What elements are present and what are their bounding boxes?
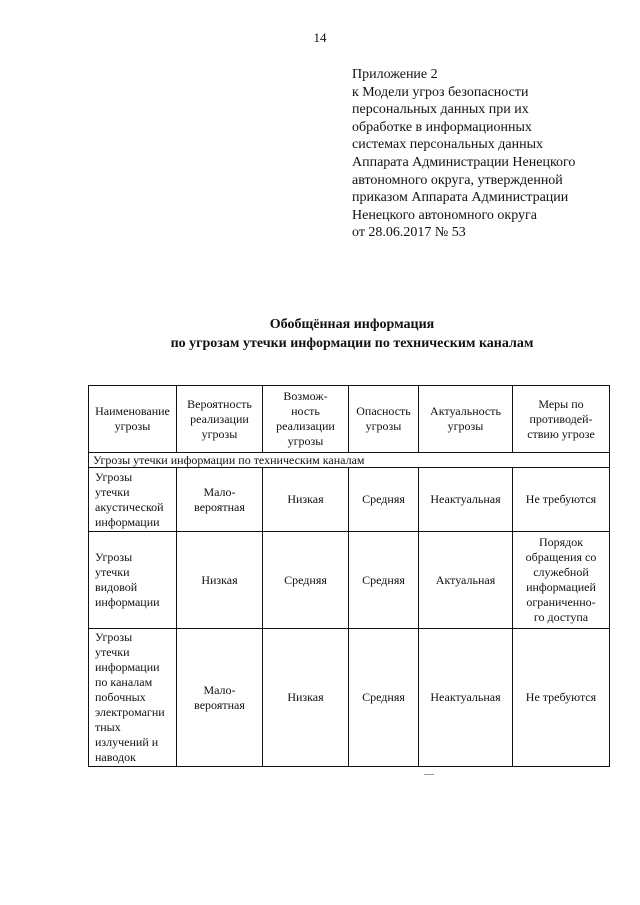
cell-line: утечки <box>95 565 130 579</box>
appendix-line: к Модели угроз безопасности <box>352 84 529 100</box>
cell-line: наводок <box>95 750 136 764</box>
cell-line: угрозы <box>287 434 324 448</box>
threat-probability <box>177 629 263 767</box>
header-danger <box>349 386 419 453</box>
cell-line: вероятная <box>194 499 245 514</box>
cell-line: Угрозы <box>95 550 133 564</box>
cell-line: го доступа <box>533 610 589 624</box>
cell-line: Не требуются <box>525 690 597 704</box>
cell-line: Меры по <box>538 396 584 411</box>
cell-line: Актуальность <box>430 404 501 418</box>
cell-line: Мало- <box>203 484 236 499</box>
title-line: по угрозам утечки информации по техническим каналам <box>170 336 534 351</box>
appendix-block <box>352 66 575 242</box>
appendix-line: Приложение 2 <box>352 67 438 82</box>
page-number: 14 <box>313 30 327 45</box>
section-label: Угрозы утечки информации по техническим каналам <box>89 453 610 468</box>
threat-danger: Средняя <box>349 629 419 767</box>
cell-line: угрозы <box>114 419 151 433</box>
table-header-row <box>89 386 610 453</box>
cell-line: Низкая <box>201 572 238 587</box>
threat-danger: Средняя <box>349 532 419 629</box>
appendix-line: от 28.06.2017 № 53 <box>352 225 466 241</box>
appendix-line: обработке в информационных <box>352 119 532 135</box>
threat-name <box>89 629 177 767</box>
threat-name <box>89 532 177 629</box>
threat-name <box>89 468 177 532</box>
cell-line: Вероятность <box>187 396 252 411</box>
cell-line: по каналам <box>95 675 153 689</box>
cell-line: Угрозы <box>95 469 133 484</box>
threat-relevance: Актуальная <box>419 532 513 629</box>
scan-mark <box>424 774 434 775</box>
appendix-line: системах персональных данных <box>352 137 543 153</box>
appendix-line: Ненецкого автономного округа <box>352 207 537 223</box>
cell-line: Порядок <box>538 535 584 549</box>
title-line: Обобщённая информация <box>269 317 435 332</box>
cell-line: ность <box>291 404 320 418</box>
header-name <box>89 386 177 453</box>
cell-line: электромагни <box>95 705 165 719</box>
cell-line: реализации <box>190 411 249 426</box>
cell-line: угрозы <box>447 419 484 433</box>
cell-line: информации <box>95 514 160 529</box>
table-row <box>89 468 610 532</box>
appendix-line: автономного округа, утвержденной <box>352 172 563 188</box>
threat-possibility: Средняя <box>263 532 349 629</box>
cell-line: Возмож- <box>283 389 328 403</box>
cell-line: видовой <box>95 580 138 594</box>
threat-measures <box>513 629 610 767</box>
cell-line: ограниченно- <box>526 595 596 609</box>
appendix-line: Аппарата Администрации Ненецкого <box>352 154 576 170</box>
threat-relevance: Неактуальная <box>419 468 513 532</box>
threats-table <box>88 385 610 767</box>
cell-line: угрозы <box>201 426 238 441</box>
cell-line: противодей- <box>529 411 593 426</box>
header-possibility <box>263 386 349 453</box>
cell-line: тных <box>95 720 121 734</box>
threat-measures <box>513 532 610 629</box>
cell-line: Угрозы <box>95 630 133 644</box>
table-section-row <box>89 453 610 468</box>
cell-line: акустической <box>95 499 164 514</box>
threat-probability <box>177 468 263 532</box>
cell-line: информации <box>95 660 160 674</box>
cell-line: вероятная <box>194 697 245 712</box>
cell-line: Опасность <box>356 404 411 418</box>
cell-line: Не требуются <box>525 492 597 506</box>
cell-line: Наименование <box>95 404 170 418</box>
appendix-line: персональных данных при их <box>352 102 529 118</box>
cell-line: информации <box>95 595 160 609</box>
table-row <box>89 629 610 767</box>
appendix-line: приказом Аппарата Администрации <box>352 190 569 206</box>
header-measures <box>513 386 610 453</box>
threat-possibility: Низкая <box>263 629 349 767</box>
cell-line: утечки <box>95 645 130 659</box>
threat-possibility: Низкая <box>263 468 349 532</box>
threat-relevance: Неактуальная <box>419 629 513 767</box>
cell-line: информацией <box>526 580 596 594</box>
cell-line: Мало- <box>203 682 236 697</box>
cell-line: излучений и <box>95 735 159 749</box>
document-title <box>0 315 640 353</box>
header-probability <box>177 386 263 453</box>
cell-line: служебной <box>533 565 589 579</box>
cell-line: угрозы <box>365 419 402 433</box>
threat-danger: Средняя <box>349 468 419 532</box>
cell-line: ствию угрозе <box>527 426 595 441</box>
table-row <box>89 532 610 629</box>
cell-line: обращения со <box>525 550 597 564</box>
threat-measures <box>513 468 610 532</box>
threat-probability <box>177 532 263 629</box>
header-relevance <box>419 386 513 453</box>
cell-line: побочных <box>95 690 146 704</box>
cell-line: реализации <box>276 419 335 433</box>
cell-line: утечки <box>95 484 130 499</box>
